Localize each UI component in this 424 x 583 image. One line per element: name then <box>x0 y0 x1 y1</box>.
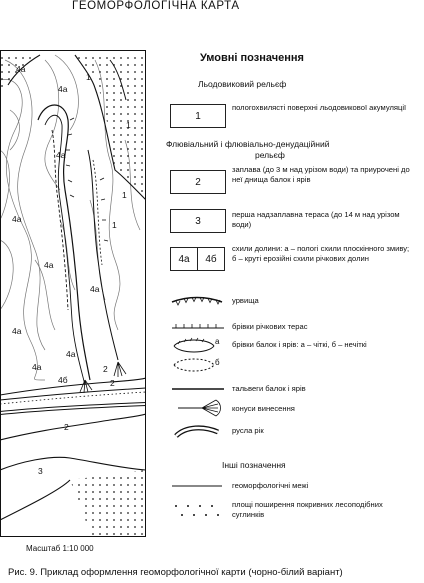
legend-box-1 <box>170 104 226 128</box>
scarp-ticks <box>66 118 108 241</box>
legend-item-7-description: брівки балок і ярів: а – чіткі, б – нечіткі <box>232 340 367 349</box>
fluvial-heading-line1: Флювіальний і флювіально-денудаційний <box>166 139 330 149</box>
glacial-relief-heading: Льодовиковий рельєф <box>198 79 287 89</box>
legend-box-2-label: 2 <box>195 176 201 188</box>
legend-item-1-description: пологохвилясті поверхні льодовикової акумуляції <box>232 103 407 112</box>
map-zone-label: 4б <box>58 375 68 385</box>
terrace-edge-symbol <box>172 324 224 328</box>
legend-box-4b <box>197 247 225 271</box>
alluvial-fan-symbol <box>178 400 221 416</box>
legend-box-2 <box>170 170 226 194</box>
other-heading: Інші позначення <box>222 460 286 470</box>
legend-item-4-description: схили долини: а – пологі схили плоскінного змиву; б – круті ерозійні схили річкових долин <box>232 244 410 263</box>
map-zone-label: 1 <box>86 72 91 82</box>
legend-item-12-description: площі поширення покривних лесоподібних суглинків <box>232 500 383 519</box>
legend-symbols-other <box>168 478 228 523</box>
map-zone-label: 4а <box>90 284 100 294</box>
legend-box-3-label: 3 <box>195 215 201 227</box>
terrace-edge <box>0 388 146 400</box>
legend-item-8-description: тальвеги балок і ярів <box>232 384 306 393</box>
map-zone-label: 4а <box>32 362 42 372</box>
legend-item-11-description: геоморфологічні межі <box>232 481 309 490</box>
valley-edge <box>38 105 90 380</box>
ravine-edge-label-b: б <box>215 358 220 367</box>
legend-box-4b-label: 4б <box>205 253 217 265</box>
legend-symbols <box>168 290 228 445</box>
ravine-edge-symbol <box>174 338 214 371</box>
map-zone-label: 4а <box>58 84 68 94</box>
loess-dots-symbol <box>175 505 219 516</box>
map-zone-label: 4а <box>12 326 22 336</box>
map-title: ГЕОМОРФОЛОГІЧНА КАРТА <box>72 0 240 12</box>
geomorphological-map <box>0 47 150 540</box>
river-channel-symbol <box>176 428 218 436</box>
legend-item-5-description: урвища <box>232 296 259 305</box>
legend-box-4a <box>170 247 198 271</box>
legend-box-3 <box>170 209 226 233</box>
map-zone-label: 1 <box>122 190 127 200</box>
figure-caption: Рис. 9. Приклад оформлення геоморфологічної карти (чорно-білий варіант) <box>8 567 343 578</box>
map-zone-label: 4а <box>16 64 26 74</box>
legend-box-1-label: 1 <box>195 110 201 122</box>
map-scale: Масштаб 1:10 000 <box>26 544 94 553</box>
map-zone-label: 1 <box>126 120 131 130</box>
cliff-symbol <box>172 298 222 306</box>
map-zone-label: 4а <box>66 349 76 359</box>
legend-title: Умовні позначення <box>200 52 304 64</box>
legend-item-6-description: брівки річкових терас <box>232 322 308 331</box>
map-zone-label: 3 <box>38 466 43 476</box>
ravine-edge-label-a: а <box>215 337 220 346</box>
map-zone-label: 4а <box>56 150 66 160</box>
legend-item-9-description: конуси винесення <box>232 404 295 413</box>
legend-item-10-description: русла рік <box>232 426 264 435</box>
map-zone-label: 2 <box>103 364 108 374</box>
map-zone-label: 1 <box>112 220 117 230</box>
map-zone-label: 2 <box>110 378 115 388</box>
fluvial-heading-line2: рельєф <box>255 150 285 160</box>
map-zone-label: 4а <box>44 260 54 270</box>
legend-item-3-description: перша надзаплавна тераса (до 14 м над урізом води) <box>232 210 400 229</box>
legend-item-2-description: заплава (до 3 м над урізом води) та приурочені до неї днища балок і ярів <box>232 165 410 184</box>
legend-box-4a-label: 4а <box>178 253 190 265</box>
map-zone-label: 2 <box>64 422 69 432</box>
loess-area-south <box>70 470 146 537</box>
map-zone-label: 4а <box>12 214 22 224</box>
